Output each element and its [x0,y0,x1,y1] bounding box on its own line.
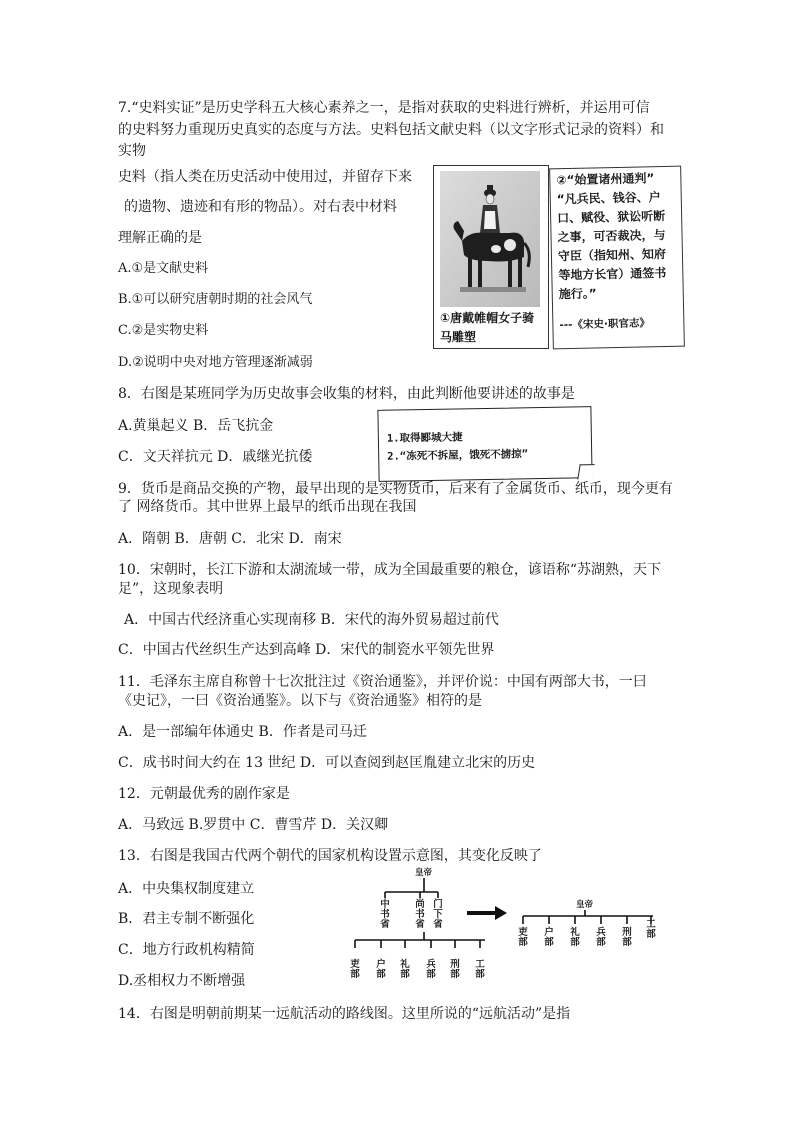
sheng-label: 尚书省 [415,899,425,930]
bu-label-left: 工部 [475,959,485,980]
note-line-1: 1.取得郾城大捷 [386,431,463,445]
q7-figure [433,165,683,349]
q7-option-c: C.②是实物史料 [118,323,209,338]
q11-line-1: 11．毛泽东主席自称曾十七次批注过《资治通鉴》，并评价说：中国有两部大书，一曰 [118,674,647,690]
bu-label-right: 刑部 [622,927,632,948]
q8-options-ab: A.黄巢起义 B．岳飞抗金 [118,418,274,434]
q7-line-2: 的史料努力重现历史真实的态度与方法。史料包括文献史料（以文字形式记录的资料）和 [118,122,664,138]
q11-line-2: 《史记》，一曰《资治通鉴》。以下与《资治通鉴》相符的是 [118,693,482,709]
card-line: “凡兵民、钱谷、户 [556,190,661,207]
q8-note-card [377,406,592,482]
bu-label-right: 兵部 [596,927,606,948]
q8-options-cd: C．文天祥抗元 D．戚继光抗倭 [118,449,313,465]
bu-label-right: 礼部 [570,927,580,948]
q13-option-c: C．地方行政机构精简 [118,942,255,958]
q11-options-cd: C．成书时间大约在 13 世纪 D．可以查阅到赵匡胤建立北宋的历史 [118,755,536,771]
q10-options-cd: C．中国古代丝织生产达到高峰 D．宋代的制瓷水平领先世界 [118,642,495,658]
emperor-label-right: 皇帝 [576,900,594,910]
q7-option-b: B.①可以研究唐朝时期的社会风气 [118,292,313,307]
q13-stem: 13．右图是我国古代两个朝代的国家机构设置示意图，其变化反映了 [118,848,542,864]
emperor-label-left: 皇帝 [415,868,433,878]
card-source: ---《宋史·职官志》 [559,317,651,332]
q7-song-history-card [549,166,685,350]
q13-option-a: A．中央集权制度建立 [118,881,255,897]
q13-institution-diagram [345,862,665,992]
card-line: 等地方长官）通签书 [558,265,667,283]
q7-option-d: D.②说明中央对地方管理逐渐减弱 [118,355,313,370]
card-line: 之事，可否裁决，与 [557,227,666,245]
q9-options: A．隋朝 B．唐朝 C．北宋 D．南宋 [118,531,342,547]
q13-option-b: B．君主专制不断强化 [118,911,255,927]
note-line-2: 2.“冻死不拆屋，饿死不掳掠” [387,448,529,463]
bu-label-left: 兵部 [426,959,436,980]
q7-line-5: 的遗物、遗迹和有形的物品）。对右表中材料 [124,199,397,215]
bu-label-left: 户部 [376,959,386,980]
q10-options-ab: A．中国古代经济重心实现南移 B．宋代的海外贸易超过前代 [124,612,499,628]
card-line: ②“始置诸州通判” [556,171,655,188]
q7-line-4: 史料（指人类在历史活动中使用过，并留存下来 [118,169,412,185]
card-line: 施行。” [558,286,597,302]
q12-stem: 12．元朝最优秀的剧作家是 [118,786,290,802]
bu-label-left: 刑部 [450,959,460,980]
q13-option-d: D.丞相权力不断增强 [118,973,246,989]
bu-label-left: 吏部 [350,959,360,980]
q10-line-2: 足”，这现象表明 [118,581,224,597]
q10-line-1: 10．宋朝时，长江下游和太湖流域一带，成为全国最重要的粮仓，谚语称“苏湖熟，天下 [118,562,661,578]
q7-line-1: 7.“史料实证”是历史学科五大核心素养之一，是指对获取的史料进行辨析，并运用可信 [118,100,650,116]
bu-label-right: 吏部 [518,927,528,948]
bu-label-right: 户部 [544,927,554,948]
q11-options-ab: A．是一部编年体通史 B．作者是司马迁 [118,724,367,740]
bu-label-right: 工部 [646,919,656,940]
bu-label-left: 礼部 [400,959,410,980]
tang-sculpture-image [440,171,540,307]
page-fold [577,464,594,479]
q9-line-2: 了 网络货币。其中世界上最早的纸币出现在我国 [118,499,417,515]
sheng-label: 中书省 [380,899,390,930]
q12-options: A．马致远 B.罗贯中 C．曹雪芹 D．关汉卿 [118,817,389,833]
card-line: 守臣（指知州、知府 [557,246,667,264]
q9-line-1: 9．货币是商品交换的产物，最早出现的是实物货币，后来有了金属货币、纸币，现今更有 [118,481,673,497]
q7-option-a: A.①是文献史料 [118,261,209,276]
q7-line-6: 理解正确的是 [118,230,202,246]
card-line: 口、赋役、狱讼听断 [557,208,666,226]
q7-line-3: 实物 [118,143,146,159]
q8-stem: 8．右图是某班同学为历史故事会收集的材料，由此判断他要讲述的故事是 [118,386,575,402]
sheng-label: 门下省 [433,899,443,930]
q14-stem: 14．右图是明朝前期某一远航活动的路线图。这里所说的“远航活动”是指 [118,1006,571,1022]
q7-figure-caption: ①唐戴帷帽女子骑 马雕塑 [440,311,535,344]
